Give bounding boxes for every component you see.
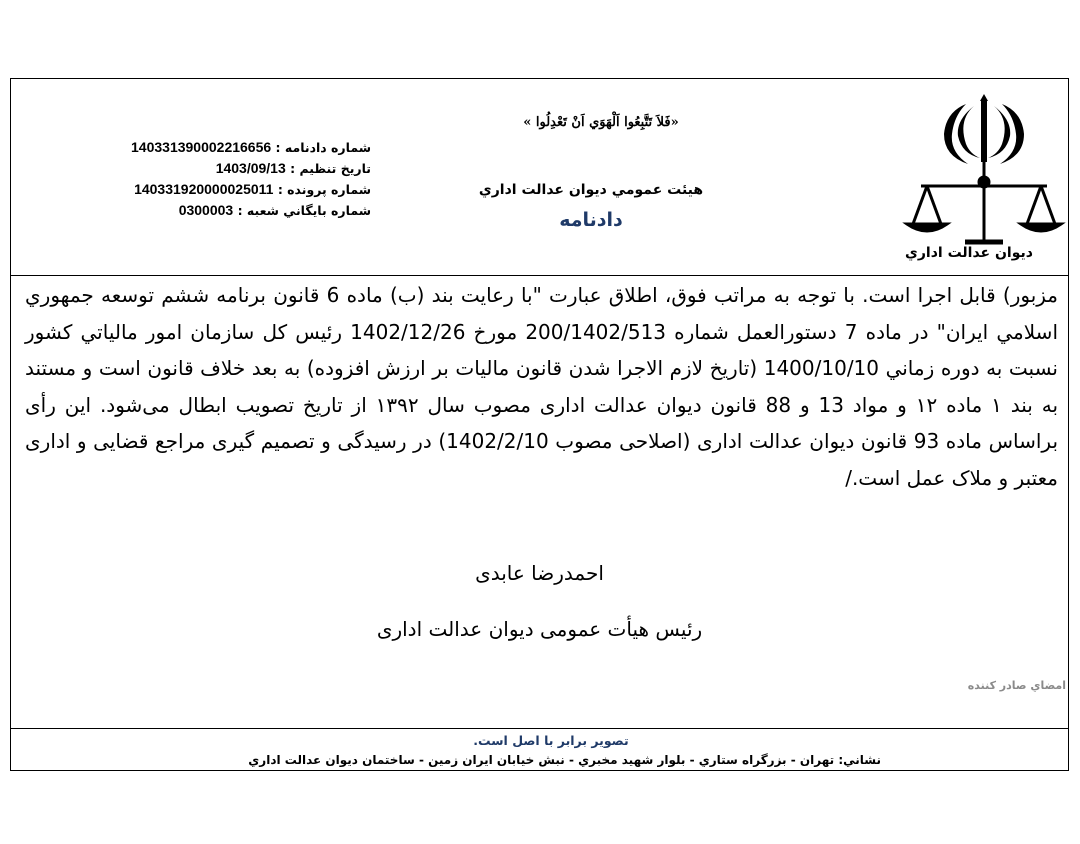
assembly-title: هيئت عمومي ديوان عدالت اداري <box>478 182 704 198</box>
meta-row <box>81 158 371 179</box>
emblem-icon <box>899 92 1069 262</box>
meta-row <box>81 137 371 158</box>
meta-label: شماره پرونده : <box>277 182 371 197</box>
meta-value: 0300003 <box>178 202 234 218</box>
meta-value: 140331920000025011 <box>134 181 274 197</box>
ruling-body <box>25 277 1058 496</box>
header-divider <box>11 275 1068 276</box>
meta-value: 1403/09/13 <box>215 160 286 176</box>
meta-label: تاريخ تنظيم : <box>290 161 371 176</box>
copy-note: تصوير برابر با اصل است. <box>473 733 629 748</box>
signature-note: امضاي صادر كننده <box>967 679 1066 692</box>
signer-name: احمدرضا عابدی <box>475 561 604 585</box>
meta-row <box>81 179 371 200</box>
footer-divider <box>11 728 1068 729</box>
address-line: نشاني: تهران - بزرگراه ستاري - بلوار شهيد مخبري - نبش خيابان ايران زمين - ساختمان ديوان عدالت اداري <box>248 753 881 767</box>
ruling-text: مزبور) قابل اجرا است. با توجه به مراتب فوق، اطلاق عبارت "با رعایت بند (ب) ماده 6 قانون برنامه ششم توسعه جمهوري اسلامي ايران" در ماده 7 دستورالعمل شماره 200/1402/513 مورخ 1402/12/26 رئیس کل سازمان امور مالیاتي کشور نسبت به دوره زماني 1400/10/10 (تاريخ لازم الاجرا شدن قانون ماليات بر ارزش افزوده) به بعد خلاف قانون است و مستند به بند ۱ ماده ۱۲ و مواد 13 و 88 قانون دیوان عدالت اداری مصوب سال ۱۳۹۲ از تاریخ تصویب ابطال می‌شود. این رأی براساس ماده 93 قانون دیوان عدالت اداری (اصلاحی مصوب 1402/2/10) در رسیدگی و تصمیم گیری مراجع قضایی و اداری معتبر و ملاک عمل است./ <box>25 283 1059 490</box>
meta-value: 140331390002216656 <box>131 139 272 155</box>
meta-label: شماره دادنامه : <box>275 140 371 155</box>
emblem-caption: ديوان عدالت اداري <box>905 245 1033 261</box>
signer-title: رئیس هیأت عمومی دیوان عدالت اداری <box>376 617 703 641</box>
document-frame <box>10 78 1069 771</box>
document-meta <box>81 137 371 221</box>
document-title: دادنامه <box>559 209 623 231</box>
meta-row <box>81 200 371 221</box>
verse-text: «فَلاَ تَتَّبِعُوا اَلْهَوَي اَنْ تَعْدِلُوا » <box>523 115 679 130</box>
meta-label: شماره بايگاني شعبه : <box>237 203 371 218</box>
